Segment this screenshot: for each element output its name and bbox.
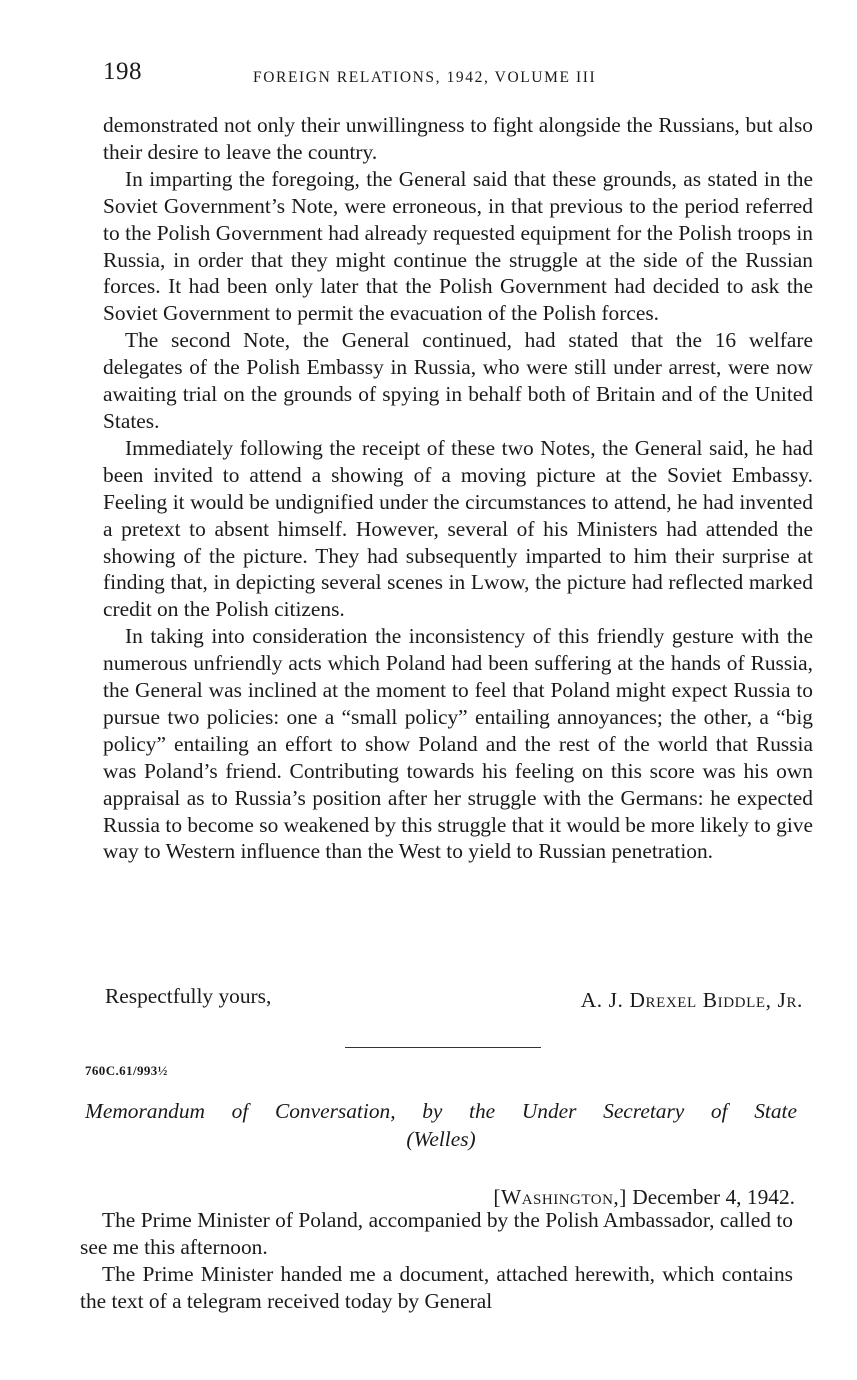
letter-body <box>103 112 813 865</box>
paragraph: In imparting the foregoing, the General said that these grounds, as stated in the Soviet Government’s Note, were erroneous, in that previous to the period referred to the Polish Government had already requested equipment for the Polish troops in Russia, in order that they might continue the struggle at the side of the Russian forces. It had been only later that the Polish Government had decided to ask the Soviet Government to permit the evacuation of the Polish forces. <box>103 166 813 326</box>
complimentary-close: Respectfully yours, <box>105 984 272 1008</box>
file-number: 760C.61/993½ <box>85 1063 168 1078</box>
paragraph: The Prime Minister of Poland, accompanied by the Polish Ambassador, called to see me this afternoon. <box>80 1208 793 1259</box>
section-divider <box>345 1047 541 1048</box>
paragraph: The second Note, the General continued, had stated that the 16 welfare delegates of the Polish Embassy in Russia, who were still under arrest, were now awaiting trial on the grounds of spying in behalf both of Britain and of the United States. <box>103 328 813 433</box>
page-header <box>103 58 803 92</box>
letter-closing <box>103 984 803 1014</box>
paragraph: Immediately following the receipt of these two Notes, the General said, he had been invited to attend a showing of a moving picture at the Soviet Embassy. Feeling it would be undignified under the circumstances to attend, he had invented a pretext to absent himself. However, several of his Ministers had attended the showing of the picture. They had subsequently imparted to him their surprise at finding that, in depicting several scenes in Lwow, the picture had reflected marked credit on the Polish citizens. <box>103 435 813 622</box>
dateline-place: [Washington,] <box>493 1185 627 1209</box>
running-head: FOREIGN RELATIONS, 1942, VOLUME III <box>253 69 597 86</box>
paragraph-continuation: demonstrated not only their unwillingness to fight alongside the Russians, but also their desire to leave the country. <box>103 113 813 164</box>
memo-title-author: (Welles) <box>406 1127 476 1151</box>
signature: A. J. Drexel Biddle, Jr. <box>580 988 803 1012</box>
memo-title: Memorandum of Conversation, by the Under Secretary of State <box>85 1099 797 1123</box>
dateline-date: December 4, 1942. <box>632 1185 795 1209</box>
memo-body <box>80 1207 793 1315</box>
paragraph: In taking into consideration the inconsistency of this friendly gesture with the numerous unfriendly acts which Poland had been suffering at the hands of Russia, the General was inclined at the moment to feel that Poland might expect Russia to pursue two policies: one a “small policy” entailing annoyances; the other, a “big policy” entailing an effort to show Poland and the rest of the world that Russia was Poland’s friend. Contributing towards his feeling on this score was his own appraisal as to Russia’s position after her struggle with the Germans: he expected Russia to become so weakened by this struggle that it would be more likely to give way to Western influence than the West to yield to Russian penetration. <box>103 624 813 864</box>
page-number: 198 <box>103 58 142 85</box>
paragraph: The Prime Minister handed me a document, attached herewith, which contains the text of a telegram received today by General <box>80 1262 793 1313</box>
